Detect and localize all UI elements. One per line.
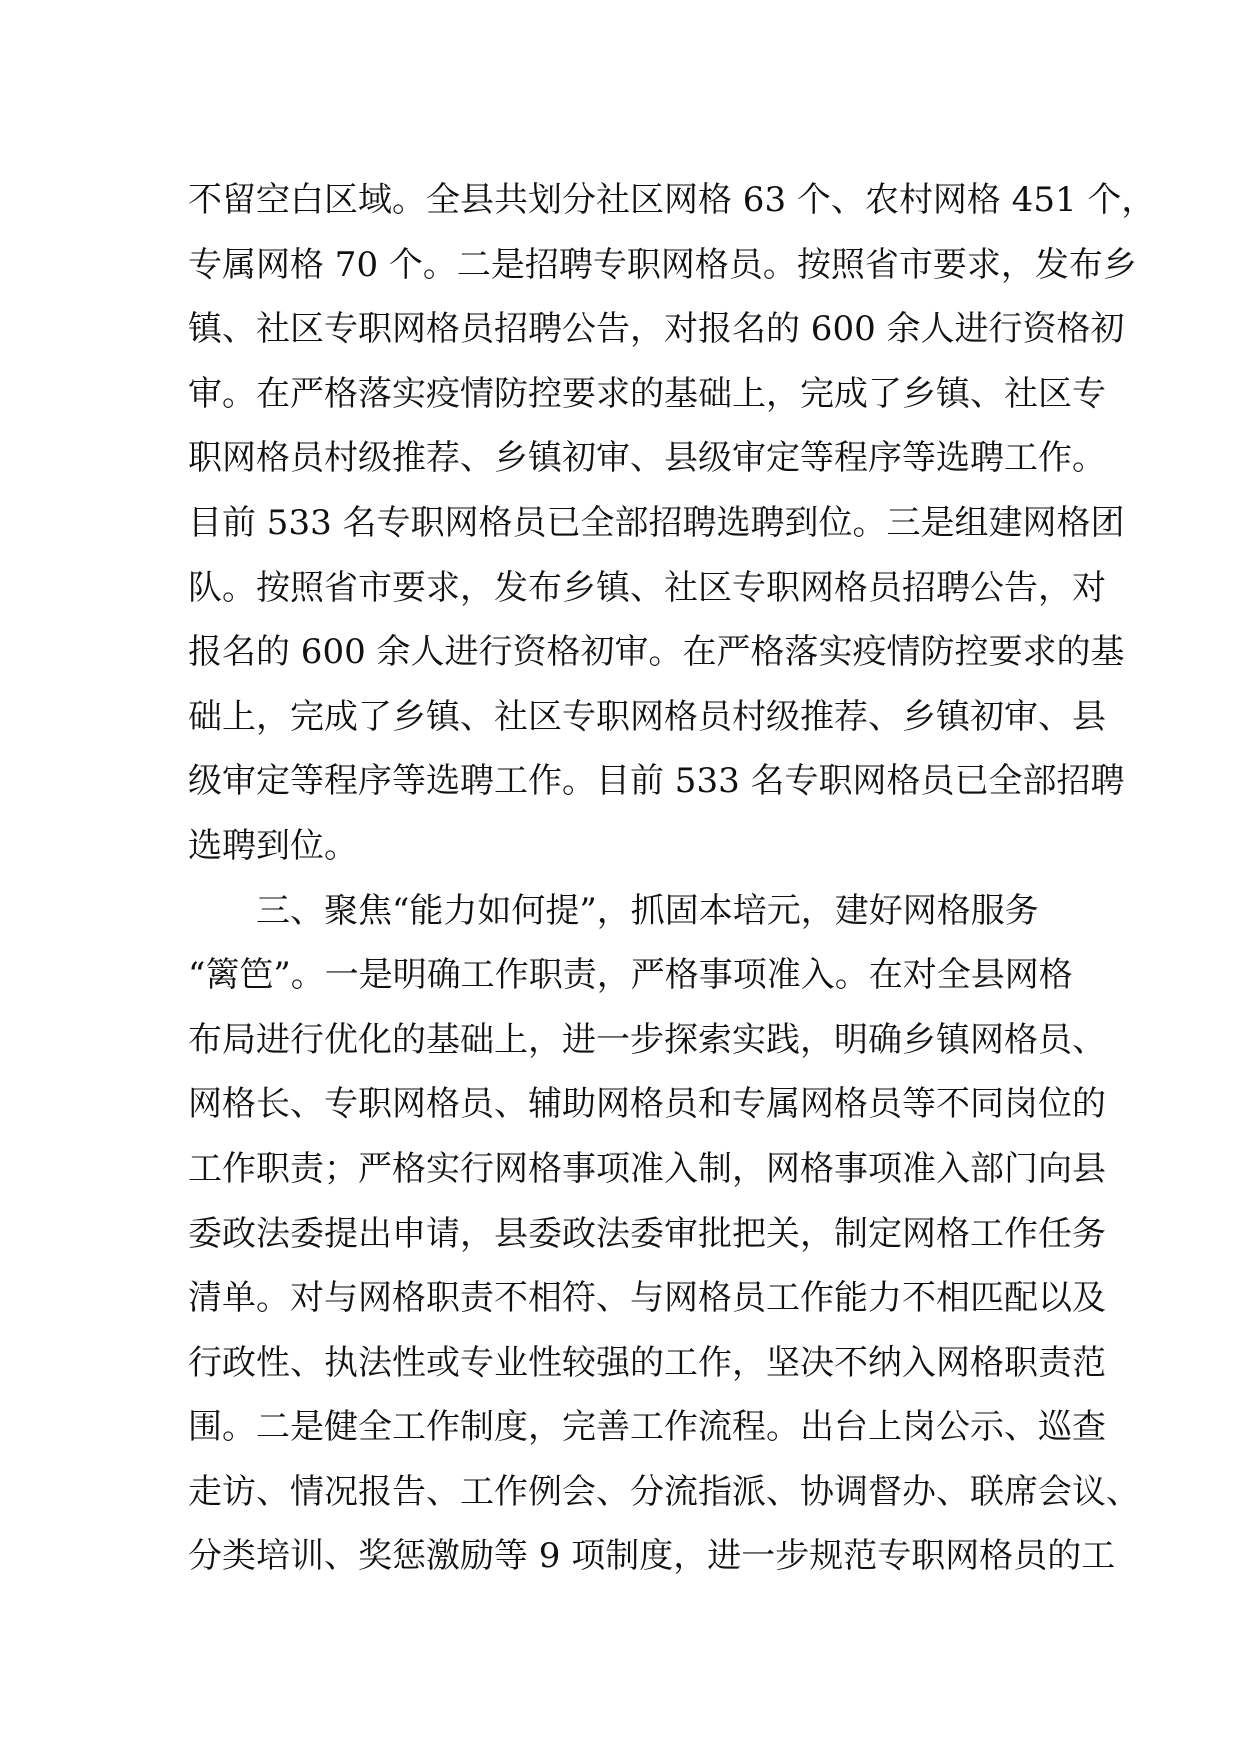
paragraph-2 [188, 879, 1140, 1590]
text-line: 走访、情况报告、工作例会、分流指派、协调督办、联席会议、 [188, 1471, 1140, 1512]
text-line: 级审定等程序等选聘工作。目前 533 名专职网格员已全部招聘 [188, 761, 1125, 802]
text-line: 镇、社区专职网格员招聘公告，对报名的 600 余人进行资格初 [188, 309, 1125, 350]
text-line: 础上，完成了乡镇、社区专职网格员村级推荐、乡镇初审、县 [188, 696, 1106, 737]
text-line: 围。二是健全工作制度，完善工作流程。出台上岗公示、巡查 [188, 1407, 1106, 1448]
text-line: 网格长、专职网格员、辅助网格员和专属网格员等不同岗位的 [188, 1084, 1106, 1125]
text-line: 布局进行优化的基础上，进一步探索实践，明确乡镇网格员、 [188, 1019, 1106, 1060]
text-line: 报名的 600 余人进行资格初审。在严格落实疫情防控要求的基 [188, 632, 1125, 673]
text-line: 工作职责；严格实行网格事项准入制，网格事项准入部门向县 [188, 1148, 1106, 1189]
text-line: 专属网格 70 个。二是招聘专职网格员。按照省市要求，发布乡 [188, 244, 1137, 285]
text-line: 三、聚焦“能力如何提”，抓固本培元，建好网格服务 [188, 890, 1039, 931]
body-text [188, 168, 1156, 1589]
text-line: 审。在严格落实疫情防控要求的基础上，完成了乡镇、社区专 [188, 373, 1106, 414]
text-line: 清单。对与网格职责不相符、与网格员工作能力不相匹配以及 [188, 1278, 1106, 1319]
text-line: 职网格员村级推荐、乡镇初审、县级审定等程序等选聘工作。 [188, 438, 1106, 479]
text-line: 委政法委提出申请，县委政法委审批把关，制定网格工作任务 [188, 1213, 1106, 1254]
text-line: 选聘到位。 [188, 825, 358, 866]
text-line: 分类培训、奖惩激励等 9 项制度，进一步规范专职网格员的工 [188, 1536, 1116, 1577]
text-line: “篱笆”。一是明确工作职责，严格事项准入。在对全县网格 [188, 955, 1073, 996]
text-line: 队。按照省市要求，发布乡镇、社区专职网格员招聘公告，对 [188, 567, 1106, 608]
text-line: 不留空白区域。全县共划分社区网格 63 个、农村网格 451 个， [188, 180, 1156, 220]
text-line: 目前 533 名专职网格员已全部招聘选聘到位。三是组建网格团 [188, 502, 1125, 543]
paragraph-1 [188, 168, 1156, 879]
text-line: 行政性、执法性或专业性较强的工作，坚决不纳入网格职责范 [188, 1342, 1106, 1383]
